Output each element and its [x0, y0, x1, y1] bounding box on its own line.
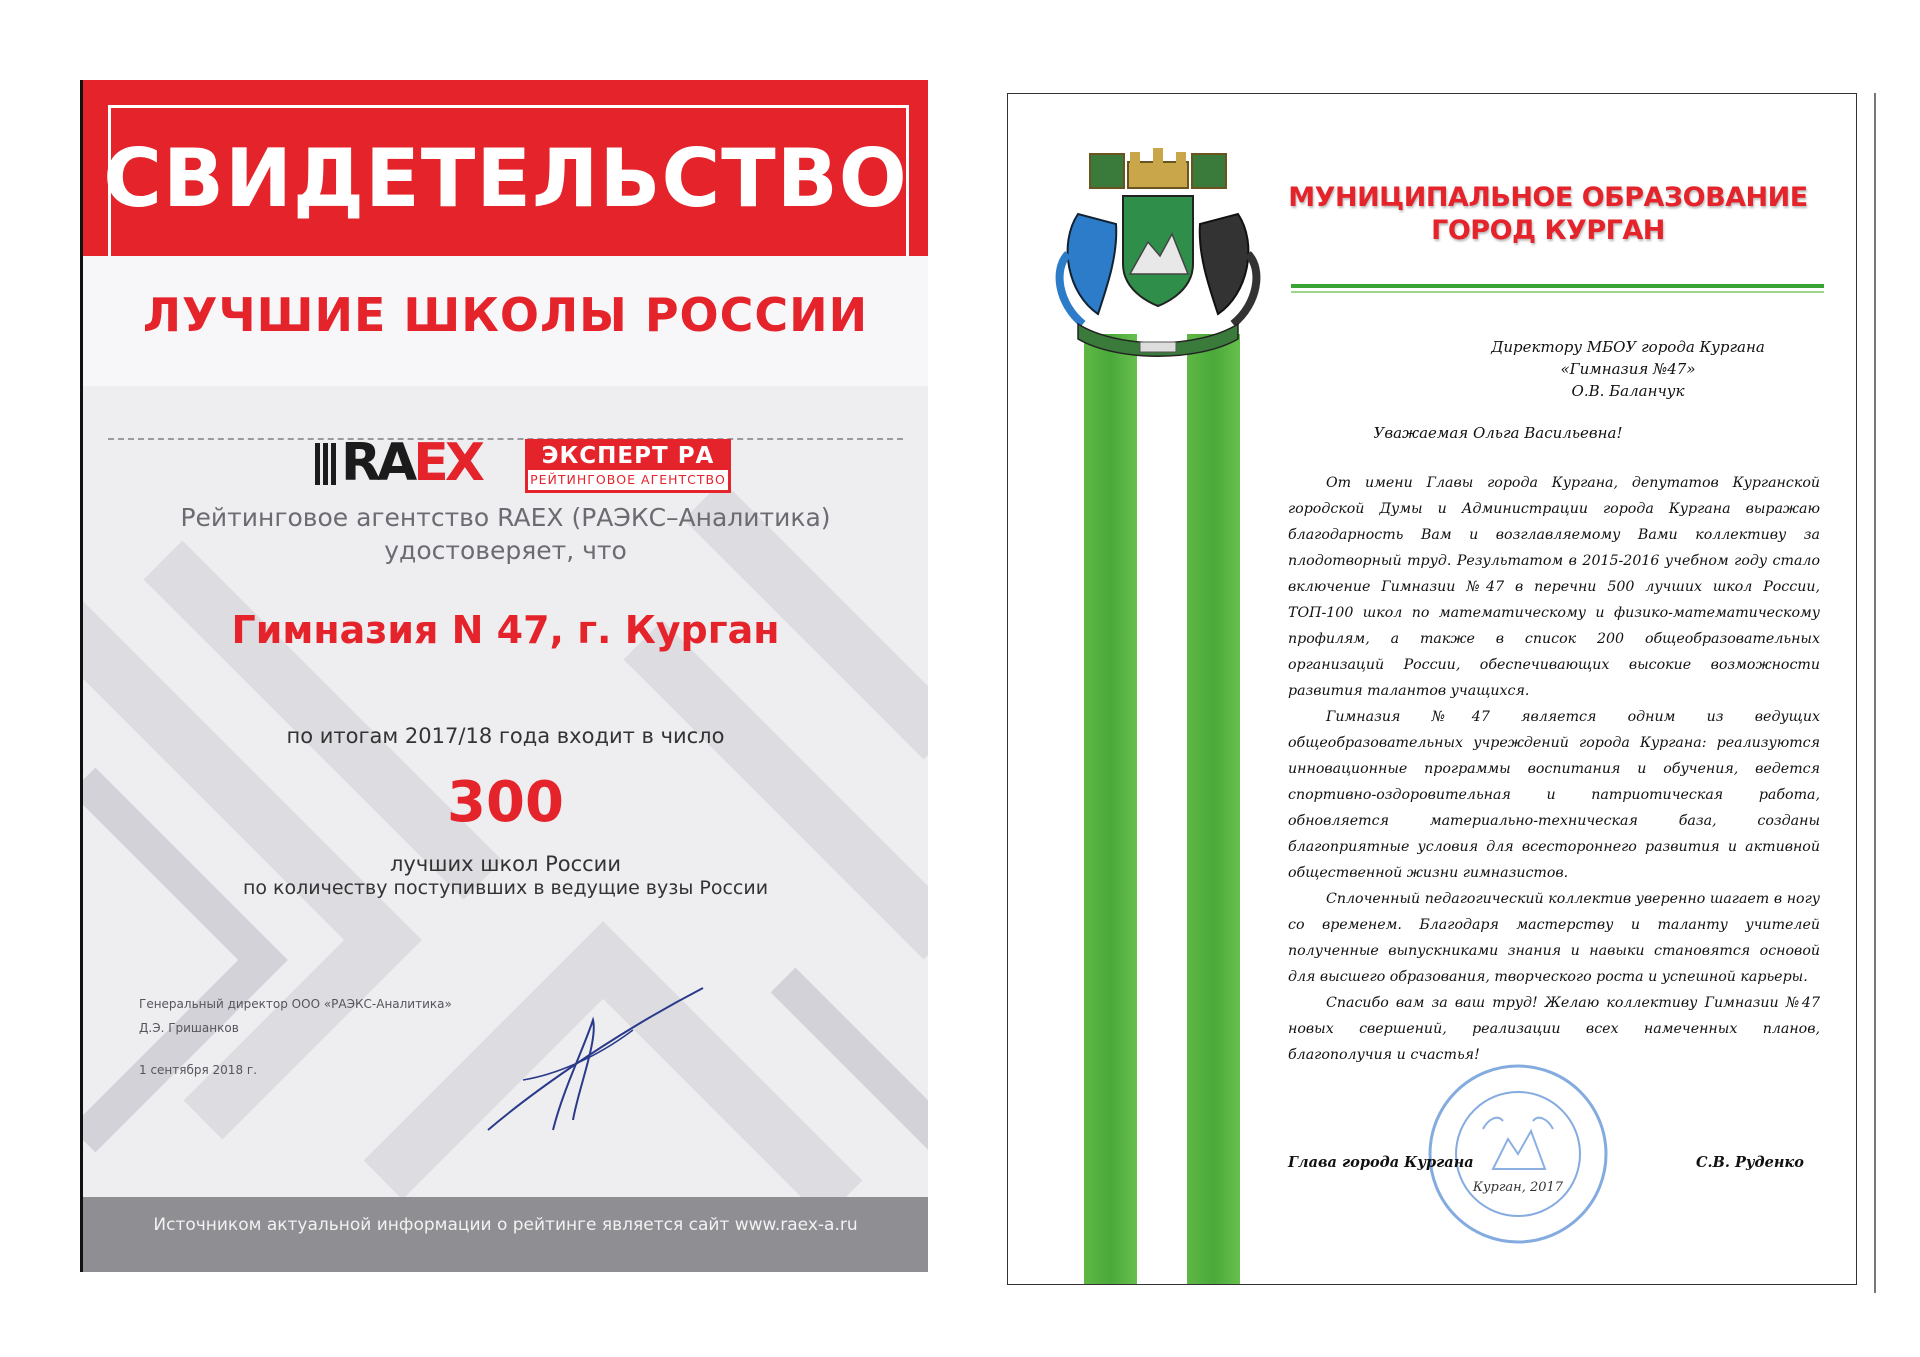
certificate-subtitle: ЛУЧШИЕ ШКОЛЫ РОССИИ: [142, 288, 869, 342]
director-title: Генеральный директор ООО «РАЭКС-Аналитика»: [139, 997, 452, 1011]
header-green-line-thin: [1291, 291, 1824, 293]
director-name: Д.Э. Гришанков: [139, 1021, 239, 1035]
coat-of-arms-icon: [1038, 134, 1278, 374]
rating-agency-label: РЕЙТИНГОВОЕ АГЕНТСТВО: [530, 472, 726, 487]
expert-ra-box: [525, 439, 731, 493]
raex-logo: [315, 435, 745, 491]
green-stripe: [1187, 334, 1240, 1285]
letter-paragraph: От имени Главы города Кургана, депутатов Курганской городской Думы и Администрации города Кургана выражаю благодарность Вам и возглавляемому Вами коллективу за плодотворный труд. Результатом в 2015-2016 учебном году стало включение Гимназии №47 в перечни 500 лучших школ России, ТОП-100 школ по математическому и физико-математическому профилям, а также в список 200 общеобразовательных организаций России, обеспечивающих высокие возможности развития талантов учащихся.: [1288, 475, 1820, 699]
agency-line-1: Рейтинговое агентство RAEX (РАЭКС–Аналитика): [180, 503, 831, 532]
raex-ex: EX: [413, 433, 481, 493]
stamp-center-text: Курган, 2017: [1472, 1180, 1564, 1195]
addressee-line-1: Директору МБОУ города Кургана: [1491, 338, 1765, 356]
certificate-title: СВИДЕТЕЛЬСТВО: [103, 132, 908, 225]
municipal-letter: [1007, 93, 1857, 1285]
footer-source-note: Источником актуальной информации о рейтинге является сайт www.raex-a.ru: [153, 1215, 858, 1235]
letter-paragraph: Гимназия №47 является одним из ведущих общеобразовательных учреждений города Кургана: реализуются инновационные программы воспитания и обучения, ведется спортивно-оздоровительная и патриотическая работа, обновляется материально-техническая база, созданы благоприятные условия для всестороннего развития и активной общественной жизни гимназистов.: [1288, 709, 1820, 881]
raex-wordmark: [341, 435, 481, 491]
page-edge-line: [1874, 93, 1876, 1293]
by-count-line: по количеству поступивших в ведущие вузы России: [242, 877, 769, 899]
raex-stripes-icon: [315, 443, 343, 485]
rank-number: 300: [447, 770, 564, 835]
agency-line-2: удостоверяет, что: [384, 536, 627, 565]
header-green-line: [1291, 284, 1824, 288]
raex-ra: RA: [341, 433, 414, 493]
municipality-title-line-1: МУНИЦИПАЛЬНОЕ ОБРАЗОВАНИЕ: [1288, 182, 1808, 213]
signature-name: С.В. Руденко: [1696, 1154, 1804, 1171]
addressee-line-3: О.В. Баланчук: [1571, 382, 1685, 400]
addressee-line-2: «Гимназия №47»: [1560, 360, 1696, 378]
certificate-date: 1 сентября 2018 г.: [139, 1063, 258, 1077]
signature-title: Глава города Кургана: [1288, 1154, 1474, 1171]
letter-greeting: Уважаемая Ольга Васильевна!: [1373, 424, 1623, 442]
school-name: Гимназия N 47, г. Курган: [231, 608, 780, 652]
best-schools-line: лучших школ России: [390, 852, 621, 876]
letter-paragraph: Сплоченный педагогический коллектив уверенно шагает в ногу со временем. Благодаря мастерству и таланту учителей полученные выпускниками знания и навыки становятся основой для высшего образования, творческого роста и успешной карьеры.: [1288, 891, 1820, 985]
raex-certificate: [80, 80, 928, 1272]
expert-ra-label: ЭКСПЕРТ РА: [528, 442, 728, 470]
municipality-title-line-2: ГОРОД КУРГАН: [1431, 215, 1665, 246]
letter-paragraph: Спасибо вам за ваш труд! Желаю коллективу Гимназии №47 новых свершений, реализации всех намеченных планов, благополучия и счастья!: [1288, 995, 1820, 1063]
letter-body: [1288, 470, 1820, 1068]
results-line: по итогам 2017/18 года входит в число: [286, 724, 725, 748]
director-signature-graphic: [483, 980, 713, 1140]
green-stripe: [1084, 334, 1137, 1285]
